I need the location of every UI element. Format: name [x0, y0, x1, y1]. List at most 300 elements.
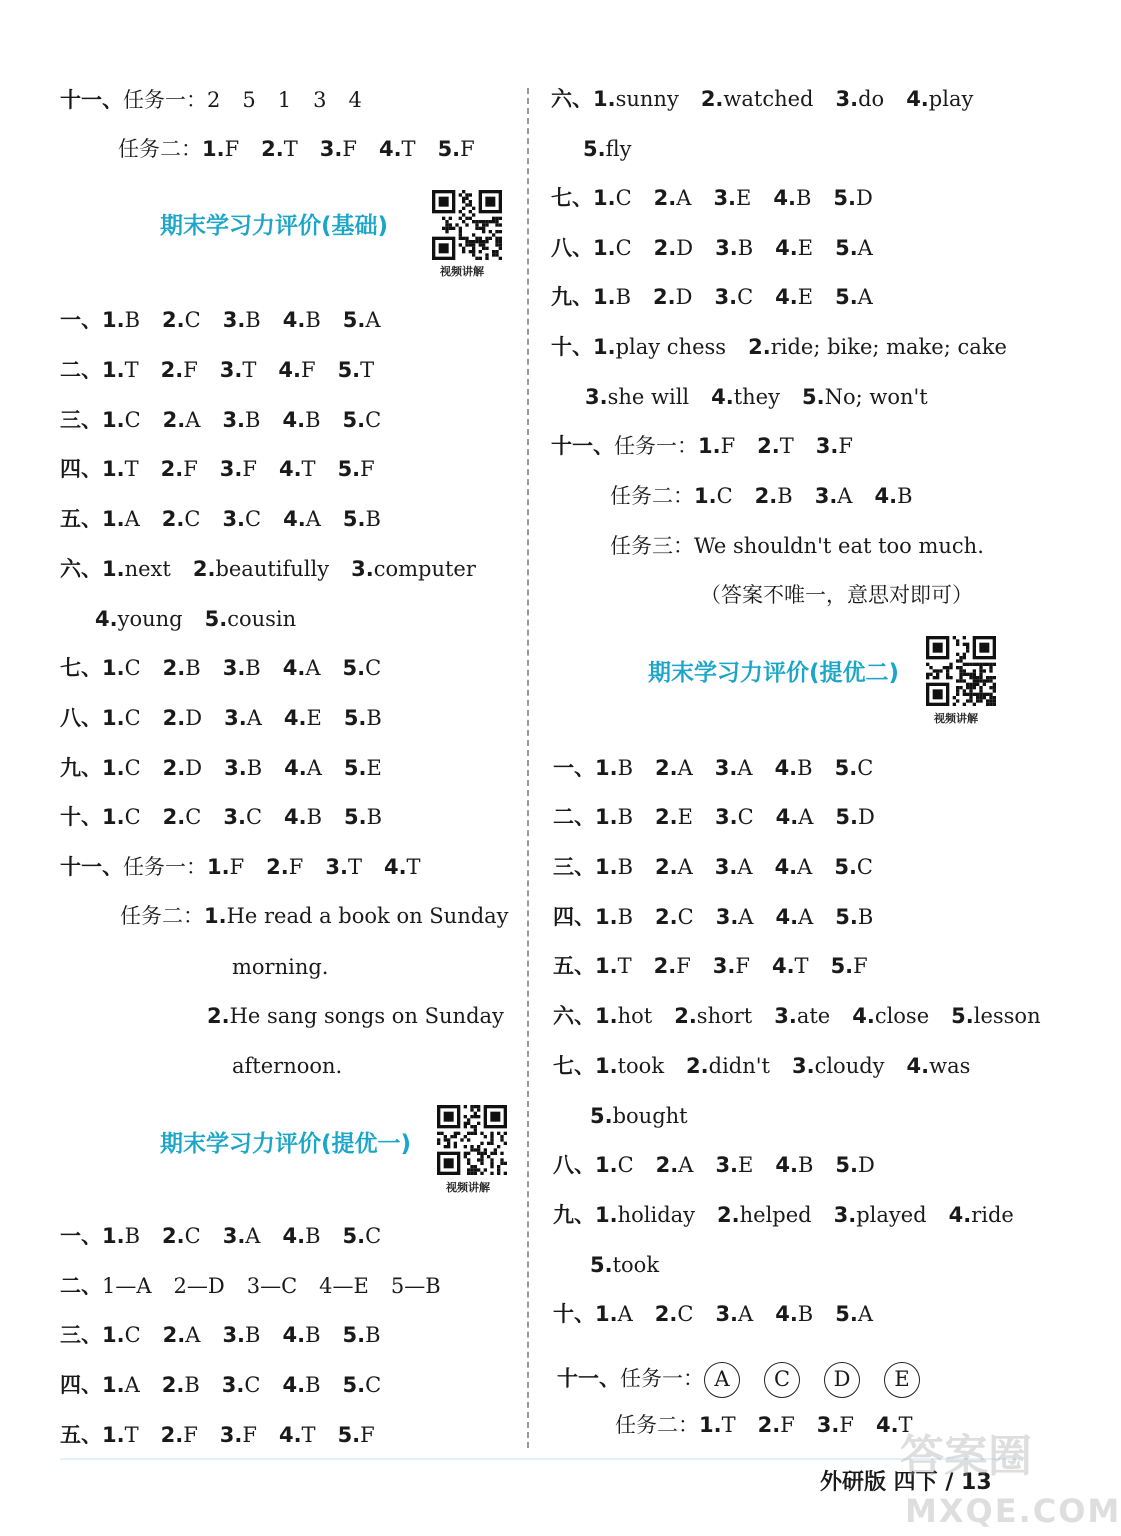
answer-item — [834, 853, 873, 881]
answer-line — [553, 1052, 970, 1080]
item-number: 1. — [202, 137, 225, 161]
task-label: 任务二： — [610, 484, 694, 508]
answer-item — [391, 1272, 441, 1300]
answer-text: A — [798, 805, 814, 829]
answer-line — [610, 532, 984, 560]
question-number: 五、 — [553, 954, 595, 978]
item-number: 5. — [342, 507, 366, 531]
answer-text: B — [615, 285, 632, 309]
task-label: 任务二： — [615, 1413, 699, 1437]
answer-text: B — [245, 656, 261, 680]
answer-text: 4—E — [319, 1274, 369, 1298]
section-title-basic: 期末学习力评价(基础) — [160, 213, 389, 239]
item-number: 3. — [219, 457, 243, 481]
item-number: 5. — [344, 805, 367, 829]
answer-text: He sang songs on Sunday — [229, 1004, 504, 1028]
answer-text: D — [856, 186, 873, 210]
answer-item — [220, 356, 257, 384]
answer-item — [338, 455, 375, 483]
item-number: 2. — [655, 805, 678, 829]
qr-code-icon[interactable] — [437, 1105, 507, 1175]
answer-text: F — [360, 457, 375, 481]
answer-text: A — [124, 507, 140, 531]
item-number: 5. — [437, 137, 461, 161]
answer-text: afternoon. — [232, 1054, 343, 1078]
item-number: 3. — [351, 557, 374, 581]
answer-text: B — [245, 308, 261, 332]
answer-item — [711, 383, 780, 411]
item-number: 2. — [161, 507, 185, 531]
answer-item — [102, 704, 141, 732]
answer-text: T — [898, 1413, 913, 1437]
item-number: 3. — [714, 756, 738, 780]
item-number: 2. — [160, 1423, 184, 1447]
answer-text: cloudy — [814, 1054, 885, 1078]
answer-item — [224, 704, 262, 732]
answer-text: A — [857, 236, 873, 260]
answer-text: T — [721, 1413, 736, 1437]
answer-item — [163, 704, 202, 732]
answer-text: E — [736, 186, 752, 210]
item-number: 5. — [343, 706, 367, 730]
answer-item — [715, 1151, 753, 1179]
answer-line — [120, 902, 509, 930]
item-number: 3. — [223, 805, 246, 829]
answer-text: E — [306, 706, 322, 730]
item-number: 5. — [835, 805, 858, 829]
item-number: 2. — [674, 1004, 697, 1028]
answer-item — [772, 952, 809, 980]
answer-item — [595, 1002, 652, 1030]
answer-text: T — [301, 1423, 316, 1447]
answer-item — [438, 135, 475, 163]
question-number: 七、 — [553, 1054, 595, 1078]
item-number: 3. — [715, 1153, 739, 1177]
answer-item — [595, 754, 633, 782]
item-number: 2. — [162, 805, 186, 829]
answer-text: T — [794, 954, 809, 978]
item-number: 1. — [595, 805, 618, 829]
answer-text: T — [242, 358, 257, 382]
answer-text: B — [797, 756, 813, 780]
answer-item — [595, 903, 633, 931]
item-number: 5. — [834, 756, 858, 780]
answer-item — [344, 754, 382, 782]
item-number: 5. — [951, 1004, 974, 1028]
answer-item — [193, 555, 329, 583]
answer-item — [384, 853, 421, 881]
answer-text: C — [737, 285, 754, 309]
answer-text: T — [360, 358, 375, 382]
answer-item — [102, 654, 141, 682]
answer-item — [686, 1052, 770, 1080]
answer-item — [102, 555, 171, 583]
answer-text: F — [183, 457, 198, 481]
footer-band — [60, 1458, 1020, 1460]
item-number: 3. — [222, 1323, 246, 1347]
answer-item — [161, 455, 198, 483]
answer-text: bought — [612, 1104, 688, 1128]
answer-item — [174, 1272, 225, 1300]
answer-item — [655, 903, 694, 931]
answer-text: A — [617, 1302, 633, 1326]
task-label: 任务二： — [118, 137, 202, 161]
answer-item — [595, 853, 633, 881]
answer-text: F — [839, 1413, 854, 1437]
answer-text: B — [366, 706, 382, 730]
answer-line — [583, 135, 631, 163]
answer-text: ride — [971, 1203, 1014, 1227]
answer-text: F — [460, 137, 475, 161]
item-number: 5. — [833, 186, 856, 210]
answer-text: morning. — [232, 955, 329, 979]
answer-item — [343, 505, 381, 533]
answer-item — [758, 1411, 795, 1439]
item-number: 4. — [906, 87, 929, 111]
item-number: 3. — [835, 87, 859, 111]
item-number: 4. — [948, 1203, 972, 1227]
answer-line — [553, 853, 873, 881]
answer-item — [343, 306, 381, 334]
item-number: 3. — [319, 137, 343, 161]
answer-text: T — [124, 1423, 139, 1447]
answer-text: B — [795, 186, 812, 210]
answer-line — [610, 482, 913, 510]
answer-item — [102, 1321, 141, 1349]
item-number: 4. — [875, 1413, 899, 1437]
answer-item — [343, 1371, 382, 1399]
question-number: 八、 — [553, 1153, 595, 1177]
item-number: 4. — [773, 186, 796, 210]
item-number: 1. — [595, 1054, 618, 1078]
item-number: 5. — [343, 756, 367, 780]
answer-text: B — [305, 308, 321, 332]
item-number: 1. — [102, 656, 125, 680]
item-number: 3. — [714, 285, 738, 309]
answer-text: fly — [605, 137, 632, 161]
item-number: 2. — [655, 756, 678, 780]
answer-text: do — [858, 87, 885, 111]
answer-text: E — [797, 236, 814, 260]
answer-item — [344, 803, 382, 831]
answer-item — [95, 605, 183, 633]
item-number: 5. — [342, 308, 366, 332]
qr-caption: 视频讲解 — [440, 265, 484, 278]
answer-text: C — [124, 656, 141, 680]
answer-item — [266, 853, 303, 881]
answer-text: they — [733, 385, 780, 409]
answer-text: 2 — [207, 88, 221, 112]
answer-text: D — [185, 706, 203, 730]
answer-item — [593, 283, 631, 311]
item-number: 4. — [775, 236, 798, 260]
task-label: 任务一： — [614, 434, 698, 458]
question-number: 五、 — [60, 507, 102, 531]
answer-item — [717, 1201, 812, 1229]
column-divider — [527, 88, 529, 1448]
item-number: 5. — [583, 137, 606, 161]
item-number: 3. — [224, 706, 247, 730]
qr-code-icon[interactable] — [926, 636, 996, 706]
answer-text: B — [124, 308, 141, 332]
answer-text: E — [797, 285, 814, 309]
answer-text: A — [185, 1323, 201, 1347]
answer-item — [163, 803, 202, 831]
item-number: 3. — [224, 756, 247, 780]
answer-item — [204, 902, 509, 930]
answer-item — [757, 432, 794, 460]
answer-item — [223, 654, 261, 682]
answer-item — [161, 1421, 198, 1449]
answer-item — [698, 432, 735, 460]
answer-line — [551, 432, 853, 460]
task-label: 任务一： — [123, 855, 207, 879]
item-number: 3. — [222, 408, 246, 432]
answer-text: A — [124, 1373, 140, 1397]
answer-line — [553, 1002, 1041, 1030]
answer-text: B — [365, 1323, 381, 1347]
answer-item — [802, 383, 928, 411]
answer-text: B — [897, 484, 913, 508]
answer-item — [232, 953, 328, 981]
item-number: 1. — [102, 706, 125, 730]
question-number: 一、 — [60, 1224, 102, 1248]
item-number: 2. — [653, 285, 676, 309]
answer-item — [282, 1371, 320, 1399]
answer-line — [553, 1151, 875, 1179]
answer-text: B — [366, 805, 383, 829]
answer-item — [775, 903, 813, 931]
answer-item — [836, 85, 885, 113]
answer-text: T — [124, 457, 139, 481]
answer-text: A — [857, 1302, 873, 1326]
answer-text: watched — [723, 87, 814, 111]
answer-item — [773, 184, 811, 212]
answer-item — [590, 1102, 688, 1130]
answer-text: C — [365, 1373, 382, 1397]
item-number: 2. — [162, 1323, 186, 1347]
answer-text: C — [737, 805, 754, 829]
answer-line — [700, 581, 973, 609]
item-number: 2. — [162, 1224, 185, 1248]
answer-item — [655, 1300, 694, 1328]
item-number: 1. — [595, 855, 618, 879]
answer-line — [118, 135, 475, 163]
answer-item — [583, 135, 631, 163]
answer-line — [60, 1272, 441, 1300]
item-number: 4. — [282, 1224, 306, 1248]
question-number: 四、 — [553, 905, 595, 929]
answer-text: helped — [739, 1203, 812, 1227]
answer-item — [102, 1222, 140, 1250]
item-number: 2. — [160, 358, 184, 382]
item-number: 4. — [775, 285, 798, 309]
answer-item — [694, 482, 733, 510]
answer-text: played — [856, 1203, 927, 1227]
answer-text: 4 — [348, 88, 362, 112]
answer-item — [833, 184, 872, 212]
answer-text: C — [857, 756, 874, 780]
item-number: 1. — [595, 1302, 618, 1326]
item-number: 5. — [337, 457, 361, 481]
answer-text: B — [305, 1224, 321, 1248]
answer-item — [223, 306, 261, 334]
answer-text: A — [738, 905, 754, 929]
item-number: 4. — [874, 484, 898, 508]
item-number: 5. — [834, 855, 857, 879]
question-number: 四、 — [60, 457, 102, 481]
item-number: 2. — [655, 905, 678, 929]
item-number: 3. — [585, 385, 608, 409]
item-number: 3. — [714, 805, 738, 829]
answer-text: D — [858, 1153, 875, 1177]
answer-item — [313, 86, 326, 114]
answer-text: B — [797, 1302, 814, 1326]
answer-text: A — [737, 855, 753, 879]
answer-text: close — [874, 1004, 930, 1028]
item-number: 4. — [278, 358, 301, 382]
answer-item — [775, 1151, 813, 1179]
answer-item — [278, 86, 291, 114]
answer-text: No; won't — [824, 385, 928, 409]
answer-line — [60, 555, 476, 583]
answer-text: C — [124, 408, 141, 432]
task-label: 任务三： — [610, 534, 694, 558]
circled-answer: E — [884, 1362, 920, 1398]
item-number: 3. — [833, 1203, 857, 1227]
answer-item — [338, 356, 375, 384]
answer-text: B — [305, 1323, 321, 1347]
answer-item — [163, 1321, 201, 1349]
item-number: 1. — [595, 1004, 618, 1028]
answer-text: C — [185, 805, 202, 829]
answer-item — [102, 1272, 152, 1300]
item-number: 1. — [593, 285, 616, 309]
answer-text: C — [244, 1373, 261, 1397]
answer-text: We shouldn't eat too much. — [694, 534, 984, 558]
qr-code-icon[interactable] — [432, 190, 502, 260]
item-number: 4. — [284, 756, 307, 780]
answer-item — [242, 86, 255, 114]
question-number: 二、 — [60, 1274, 102, 1298]
answer-text: she will — [607, 385, 690, 409]
answer-text: C — [615, 186, 632, 210]
item-number: 2. — [161, 1373, 185, 1397]
item-number: 4. — [282, 1373, 306, 1397]
item-number: 3. — [715, 905, 739, 929]
question-number: 十、 — [551, 335, 593, 359]
item-number: 1. — [694, 484, 717, 508]
item-number: 3. — [219, 358, 243, 382]
question-number: 六、 — [60, 557, 102, 581]
answer-item — [163, 754, 202, 782]
answer-item — [102, 803, 141, 831]
item-number: 3. — [222, 308, 246, 332]
item-number: 5. — [830, 954, 854, 978]
answer-text: ride; bike; make; cake — [770, 335, 1007, 359]
answer-item — [283, 505, 321, 533]
answer-text: D — [858, 805, 875, 829]
item-number: 1. — [593, 87, 616, 111]
question-number: 十、 — [553, 1302, 595, 1326]
answer-line — [232, 953, 328, 981]
circled-answer: C — [764, 1362, 800, 1398]
question-number: 四、 — [60, 1373, 102, 1397]
answer-text: C — [365, 1224, 382, 1248]
answer-text: C — [245, 507, 262, 531]
item-number: 2. — [686, 1054, 709, 1078]
answer-item — [595, 1052, 664, 1080]
answer-item — [343, 654, 382, 682]
answer-text: took — [617, 1054, 665, 1078]
item-number: 2. — [162, 408, 186, 432]
question-number: 九、 — [553, 1203, 595, 1227]
item-number: 1. — [102, 1373, 125, 1397]
answer-text: T — [301, 457, 316, 481]
answer-text: F — [735, 954, 750, 978]
answer-text: B — [617, 756, 634, 780]
answer-item — [816, 432, 853, 460]
answer-item — [835, 754, 874, 782]
question-number: 十一、 — [60, 855, 123, 879]
item-number: 2. — [162, 308, 185, 332]
item-number: 1. — [102, 1323, 125, 1347]
answer-item — [715, 803, 754, 831]
answer-text: E — [677, 805, 693, 829]
section-title-advanced-one: 期末学习力评价(提优一) — [160, 1131, 412, 1157]
circled-answer: D — [824, 1362, 860, 1398]
question-number: 一、 — [553, 756, 595, 780]
answer-line — [553, 952, 868, 980]
question-number: 三、 — [553, 855, 595, 879]
answer-item — [325, 853, 362, 881]
answer-text: ate — [796, 1004, 831, 1028]
answer-text: B — [777, 484, 793, 508]
answer-item — [222, 1371, 261, 1399]
answer-item — [674, 1002, 752, 1030]
answer-text: F — [224, 137, 240, 161]
answer-text: A — [365, 308, 381, 332]
answer-item — [655, 853, 693, 881]
item-number: 5. — [801, 385, 825, 409]
item-number: 3. — [219, 1423, 243, 1447]
item-number: 2. — [655, 1153, 679, 1177]
answer-text: F — [838, 434, 853, 458]
answer-item — [776, 803, 814, 831]
answer-item — [102, 754, 141, 782]
answer-item — [223, 1222, 261, 1250]
answer-text: A — [185, 408, 201, 432]
answer-text: C — [184, 308, 201, 332]
item-number: 1. — [698, 434, 721, 458]
answer-item — [715, 853, 753, 881]
item-number: 5. — [342, 1224, 366, 1248]
answer-item — [713, 184, 751, 212]
answer-item — [162, 1371, 200, 1399]
answer-text: T — [617, 954, 632, 978]
answer-item — [715, 1300, 753, 1328]
answer-item — [748, 333, 1007, 361]
item-number: 4. — [711, 385, 734, 409]
answer-item — [775, 234, 813, 262]
answer-text: lesson — [973, 1004, 1041, 1028]
task-label: 任务一： — [123, 88, 207, 112]
circled-answer: A — [704, 1362, 740, 1398]
item-number: 1. — [595, 905, 618, 929]
answer-text: F — [780, 1413, 795, 1437]
item-number: 1. — [102, 756, 125, 780]
answer-item — [949, 1201, 1014, 1229]
